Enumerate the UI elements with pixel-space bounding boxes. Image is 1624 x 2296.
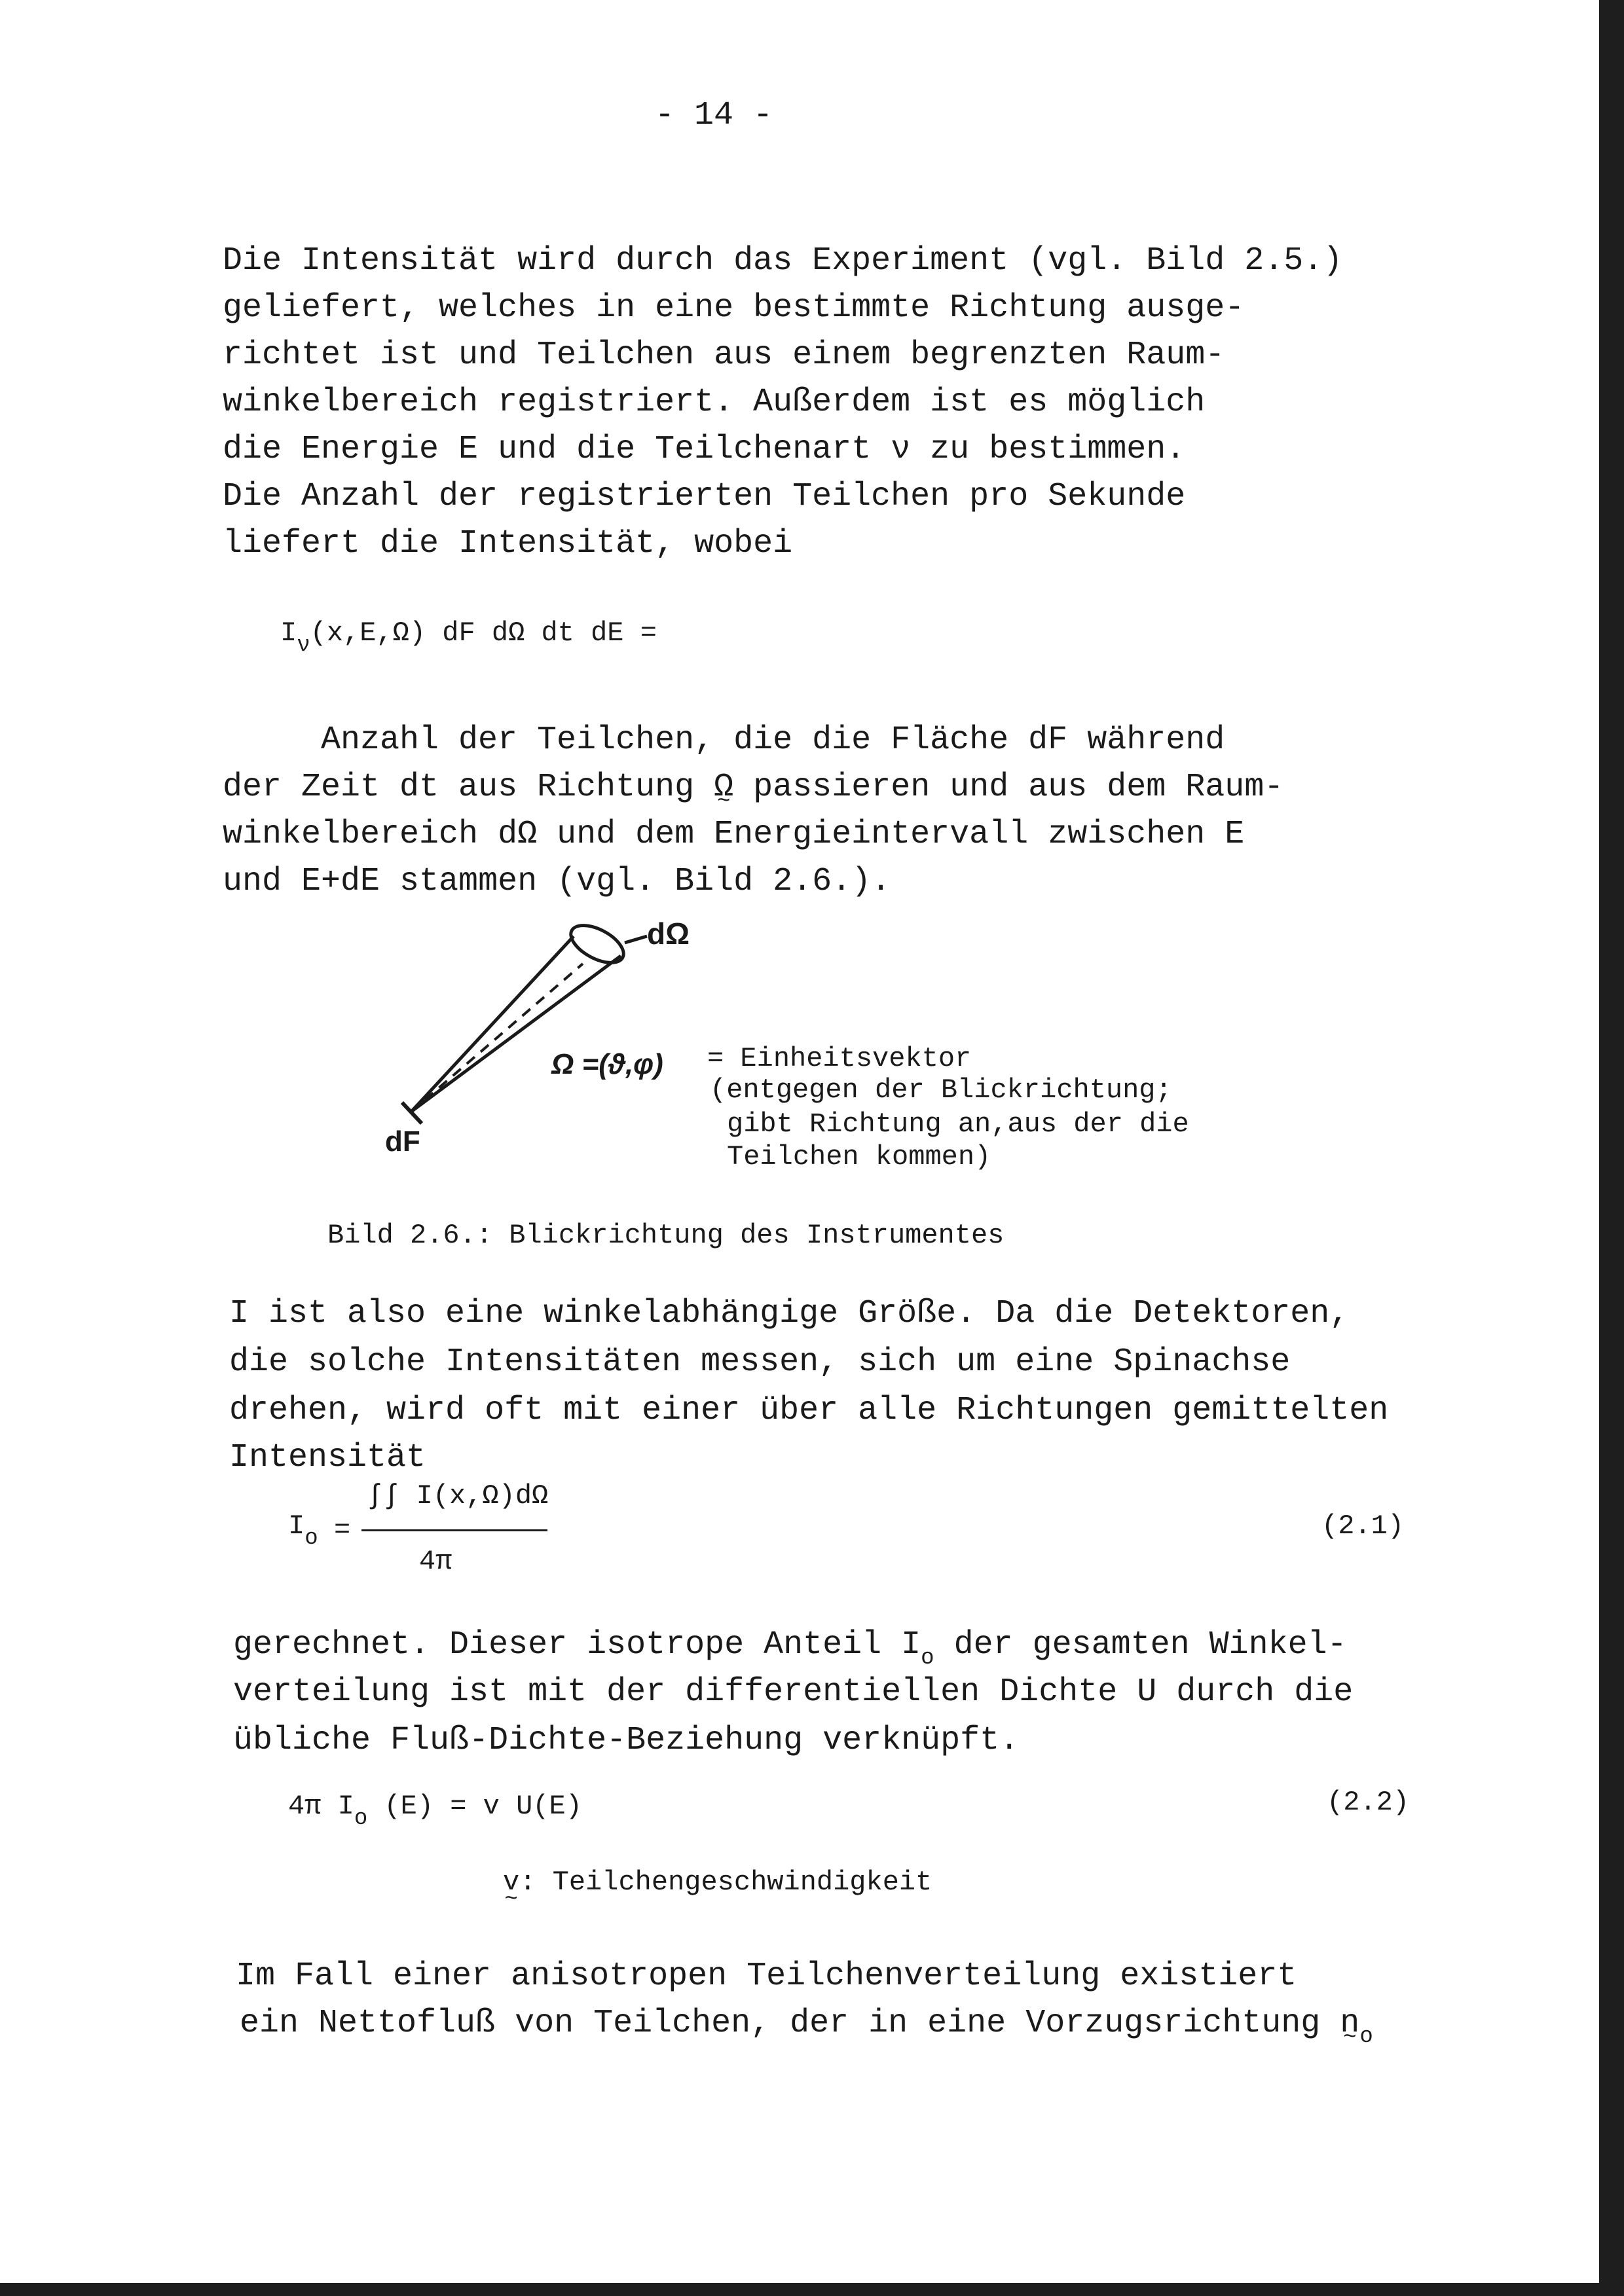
direction-vector-subscript: o (1359, 2024, 1373, 2049)
figure-caption: Bild 2.6.: Blickrichtung des Instrumentes (327, 1220, 1005, 1251)
formula-args: (x,E,Ω) dF dΩ dt dE = (310, 617, 657, 649)
direction-vector-symbol: n ~ (1340, 2005, 1359, 2042)
view-direction-dashed-line (411, 964, 583, 1112)
scan-border-right (1599, 0, 1624, 2296)
intro-line-4: winkelbereich registriert. Außerdem ist es möglich (223, 384, 1206, 421)
closing-line-2-text: ein Nettofluß von Teilchen, der in eine Vorzugsrichtung (240, 2005, 1321, 2042)
domega-leader-line (625, 936, 647, 943)
intro-line-5: die Energie E und die Teilchenart ν zu bestimmen. (223, 431, 1186, 468)
middle-line-1 (233, 1626, 1347, 1671)
definition-line-1: Anzahl der Teilchen, die die Fläche dF während (321, 721, 1225, 759)
middle-line-2: verteilung ist mit der differentiellen Dichte U durch die (233, 1673, 1354, 1711)
intro-line-6: Die Anzahl der registrierten Teilchen pro Sekunde (223, 478, 1186, 515)
eq22-subscript: o (354, 1806, 368, 1831)
eq21-lhs-subscript: o (304, 1526, 318, 1551)
cone-edge-upper (411, 936, 574, 1112)
page-number: - 14 - (655, 97, 773, 134)
formula-lhs: I (280, 617, 297, 649)
definition-line-4: und E+dE stammen (vgl. Bild 2.6.). (223, 863, 891, 900)
instrument-direction-figure (367, 903, 760, 1178)
intro-line-1: Die Intensität wird durch das Experiment (vgl. Bild 2.5.) (223, 242, 1343, 280)
eq21-lhs-symbol: I (288, 1510, 305, 1542)
cone-aperture-ellipse (565, 918, 629, 970)
figure-note-line-1: = Einheitsvektor (707, 1043, 972, 1074)
velocity-symbol: v ~ (503, 1867, 519, 1898)
equation-2-2 (288, 1791, 582, 1831)
domega-label: dΩ (647, 917, 690, 951)
eq21-number: (2.1) (1321, 1510, 1405, 1542)
definition-line-2 (223, 771, 1283, 804)
intensity-definition-formula (280, 617, 657, 658)
scan-border-bottom (0, 2283, 1624, 2296)
intro-line-3: richtet ist und Teilchen aus einem begrenzten Raum- (223, 337, 1225, 374)
after-figure-line-3: drehen, wird oft mit einer über alle Richtungen gemittelten (229, 1392, 1389, 1429)
df-label: dF (385, 1125, 420, 1157)
velocity-note (503, 1868, 932, 1896)
intro-line-2: geliefert, welches in eine bestimmte Richtung ausge- (223, 289, 1245, 327)
omega-symbol: Ω ~ (714, 769, 733, 806)
middle-line-1a: gerechnet. Dieser isotrope Anteil I (233, 1626, 921, 1664)
definition-line-2a: der Zeit dt aus Richtung (223, 769, 695, 806)
after-figure-line-2: die solche Intensitäten messen, sich um eine Spinachse (229, 1343, 1291, 1381)
middle-line-3: übliche Fluß-Dichte-Beziehung verknüpft. (233, 1722, 1020, 1759)
figure-note-line-2: (entgegen der Blickrichtung; (710, 1074, 1172, 1106)
eq22-part-b: (E) = v U(E) (384, 1791, 582, 1822)
after-figure-line-1: I ist also eine winkelabhängige Größe. Da die Detektoren, (229, 1295, 1350, 1332)
eq21-numerator: ∫∫ I(x,Ω)dΩ (367, 1480, 549, 1512)
unit-vector-label: Ω =(ϑ,φ) (551, 1048, 663, 1080)
formula-lhs-subscript: ν (297, 633, 310, 658)
middle-line-1-subscript: o (921, 1646, 934, 1671)
eq22-number: (2.2) (1327, 1787, 1410, 1818)
eq21-equals: = (334, 1514, 351, 1546)
closing-line-2 (240, 2005, 1373, 2049)
eq22-part-a: 4π I (288, 1791, 354, 1822)
definition-line-3: winkelbereich dΩ und dem Energieintervall zwischen E (223, 816, 1245, 853)
eq21-fraction-bar (361, 1529, 547, 1531)
after-figure-line-4: Intensität (229, 1439, 426, 1476)
eq21-lhs (288, 1510, 318, 1551)
figure-note-line-3: gibt Richtung an,aus der die (727, 1108, 1189, 1140)
intro-line-7: liefert die Intensität, wobei (223, 525, 793, 562)
eq21-denominator: 4π (419, 1546, 452, 1577)
middle-line-1b: der gesamten Winkel- (953, 1626, 1347, 1664)
cone-edge-lower (411, 956, 621, 1112)
figure-note-line-4: Teilchen kommen) (727, 1141, 991, 1173)
definition-line-2b: passieren und aus dem Raum- (753, 769, 1284, 806)
closing-line-1: Im Fall einer anisotropen Teilchenverteilung existiert (236, 1958, 1297, 1995)
velocity-note-text: : Teilchengeschwindigkeit (519, 1867, 932, 1898)
